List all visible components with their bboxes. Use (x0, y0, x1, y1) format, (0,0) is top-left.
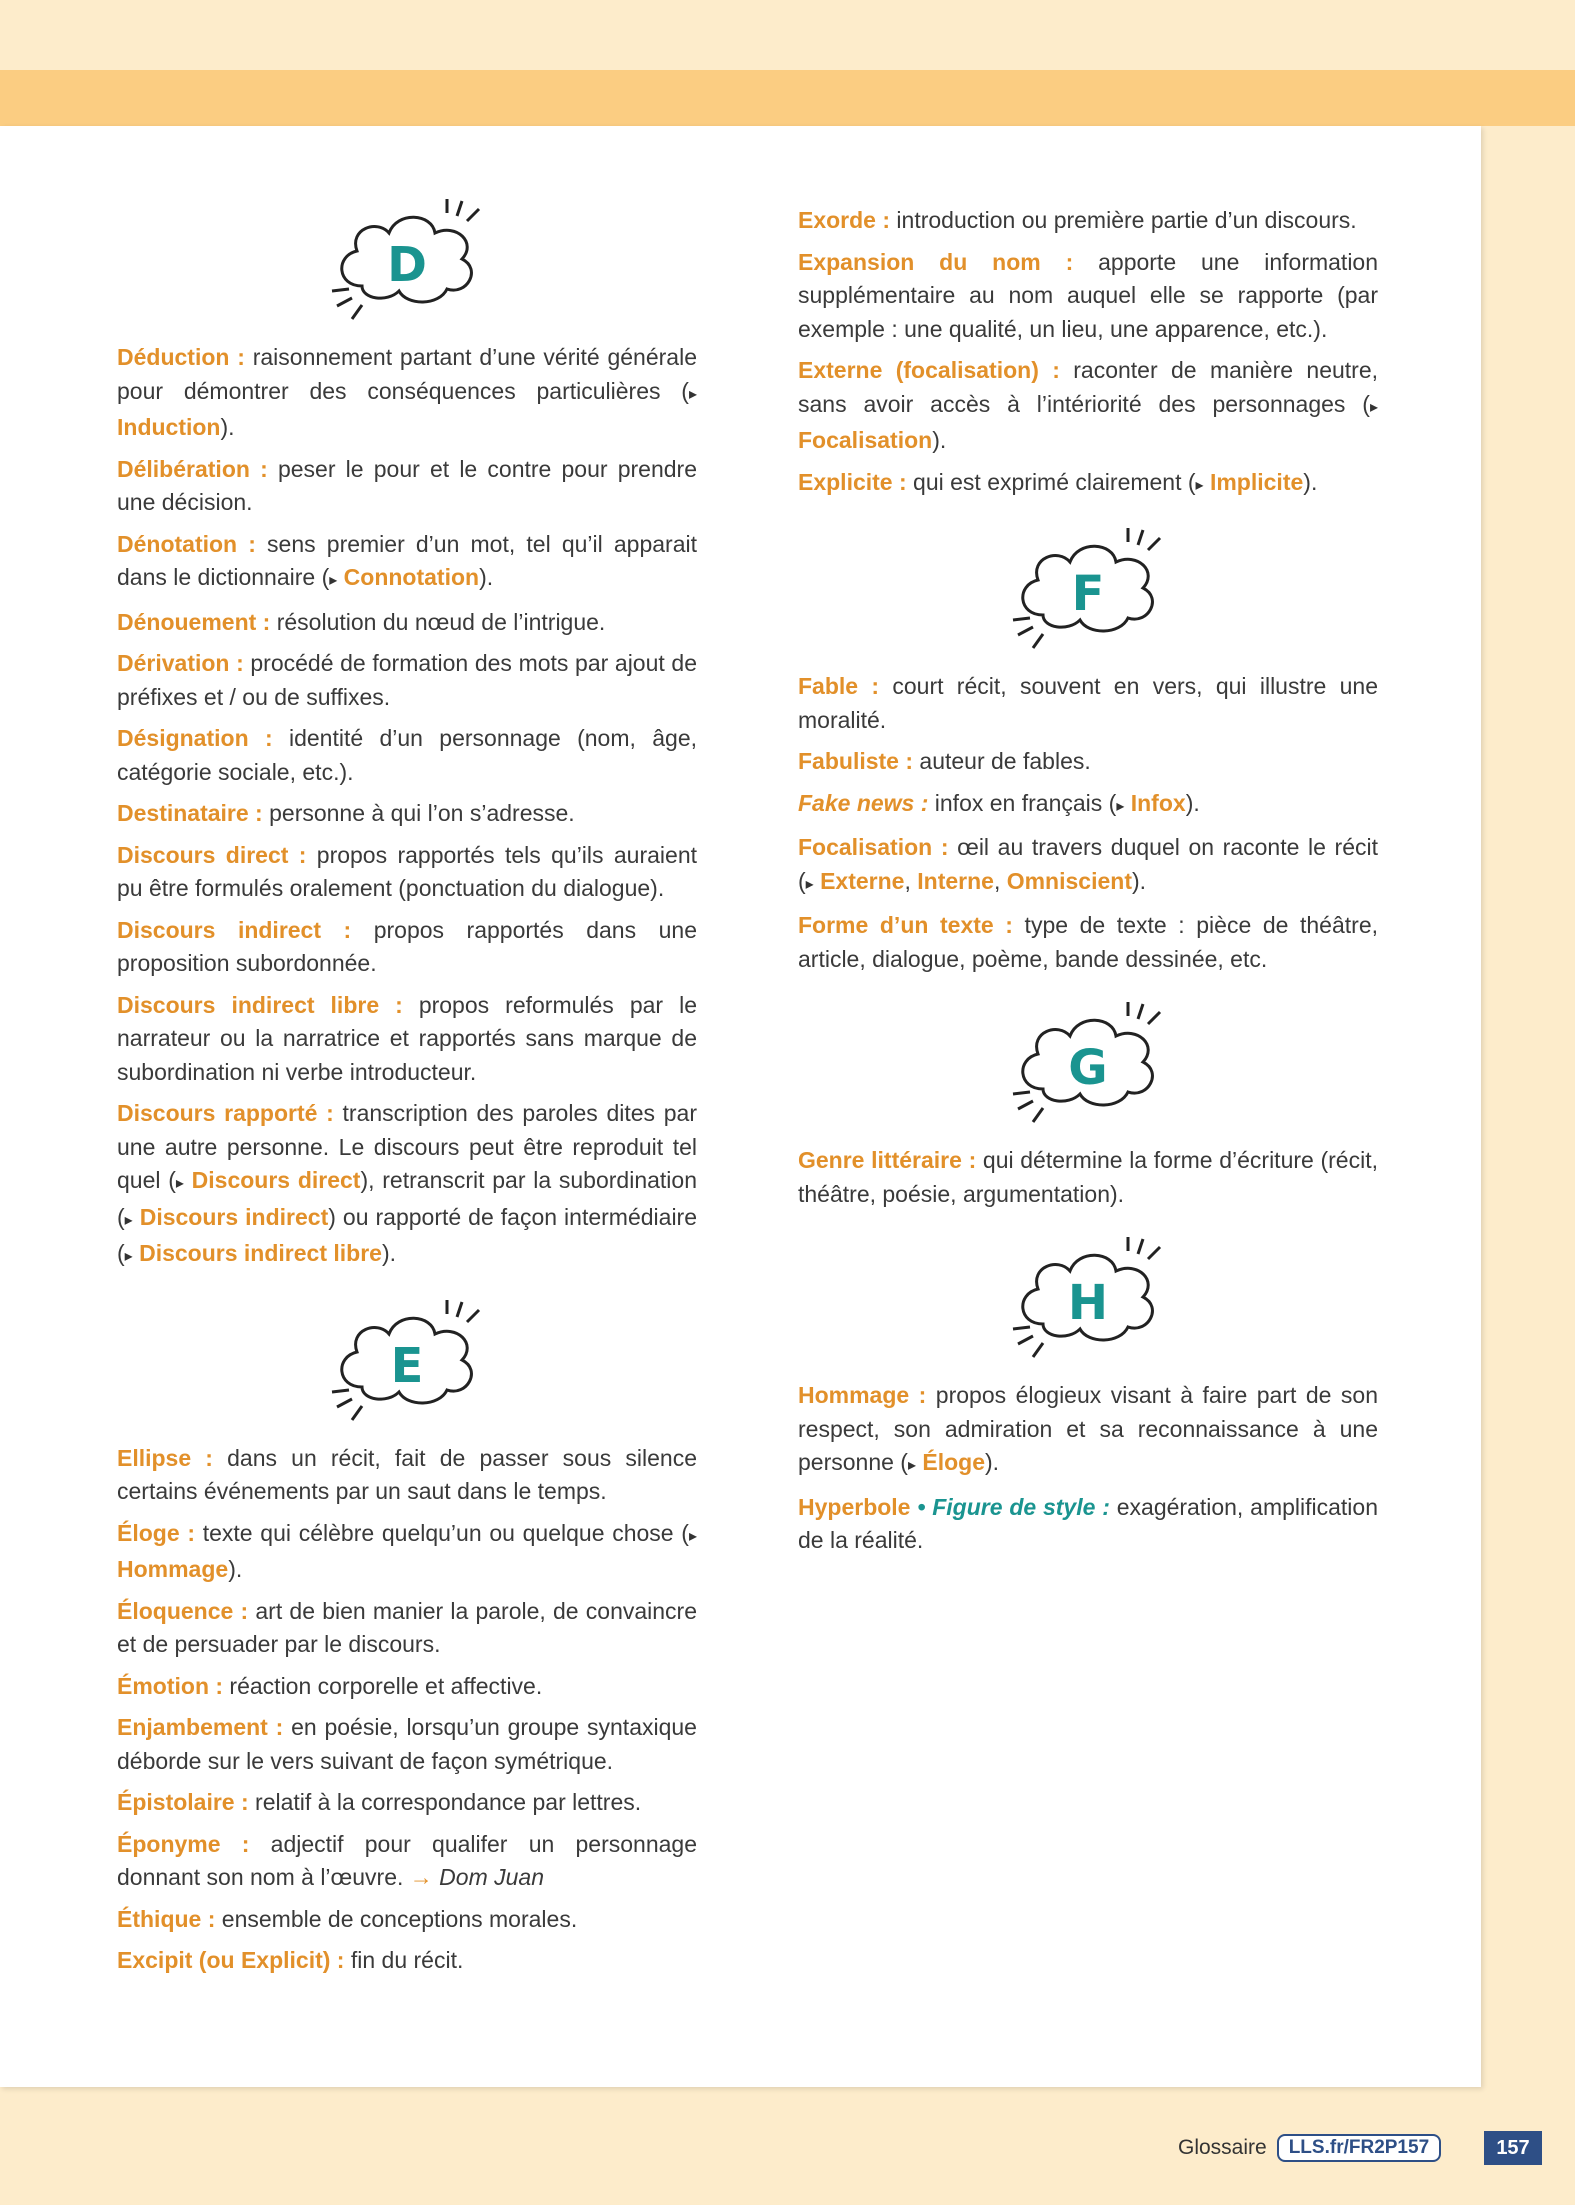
cloud-letter-icon (307, 181, 507, 341)
section-e-entries-left (117, 1442, 697, 1978)
bullet-icon: ▸ (688, 1527, 697, 1545)
svg-text:G: G (1068, 1040, 1108, 1096)
glossary-entry: Dénouement : résolution du nœud de l’intrigue. (117, 608, 606, 635)
right-column (798, 204, 1378, 1566)
bullet-icon: ▸ (124, 1248, 133, 1265)
glossary-entry: Éponyme : adjectif pour qualifer un personnage donnant son nom à l’œuvre. → Dom Juan (117, 1830, 697, 1890)
cross-reference-link[interactable]: Induction (117, 414, 221, 440)
svg-text:D: D (387, 237, 427, 293)
cloud-letter-icon (307, 1282, 507, 1442)
glossary-entry: Épistolaire : relatif à la correspondance par lettres. (117, 1789, 642, 1815)
glossary-entry: Exorde : introduction ou première partie d’un discours. (798, 207, 1357, 233)
letter-heading-g (798, 984, 1378, 1144)
cross-reference-link[interactable]: Externe (820, 867, 905, 894)
section-h-entries (798, 1379, 1378, 1558)
section-d-entries (117, 341, 697, 1274)
bullet-icon: ▸ (1116, 797, 1125, 815)
section-f-entries (798, 670, 1378, 976)
glossary-entry: Enjambement : en poésie, lorsqu’un groupe syntaxique déborde sur le vers suivant de façon symétrique. (117, 1714, 697, 1774)
glossary-entry: Déduction : raisonnement partant d’une vérité générale pour démontrer des conséquences particulières (▸ Induction). (117, 344, 697, 440)
glossary-entry: Discours rapporté : transcription des paroles dites par une autre personne. Le discours peut être reproduit tel quel (▸ Discours direct), retranscrit par la subordination (▸ Discours indirect) ou rapporté de façon intermédiaire (▸ Discours indirect libre). (117, 1100, 698, 1266)
letter-heading-h (798, 1219, 1378, 1379)
glossary-entry: Discours indirect libre : propos reformulés par le narrateur ou la narratrice et rapportés sans marque de subordination ni verbe introducteur. (117, 991, 697, 1085)
bullet-icon: ▸ (175, 1175, 184, 1192)
letter-heading-d (117, 181, 697, 341)
cross-reference-link[interactable]: Interne (917, 867, 994, 894)
bullet-icon: ▸ (805, 875, 814, 893)
page-footer (1178, 2131, 1441, 2165)
glossary-entry: Éloquence : art de bien manier la parole, de convaincre et de persuader par le discours. (117, 1597, 697, 1657)
glossary-entry: Discours direct : propos rapportés tels qu’ils auraient pu être formulés oralement (ponctuation du dialogue). (117, 841, 697, 901)
letter-heading-e (117, 1282, 697, 1442)
glossary-entry: Explicite : qui est exprimé clairement (▸ Implicite). (798, 468, 1318, 495)
letter-heading-f (798, 510, 1378, 670)
footer-web-link[interactable]: LLS.fr/FR2P157 (1277, 2134, 1441, 2162)
glossary-entry: Excipit (ou Explicit) : fin du récit. (117, 1947, 464, 1973)
top-color-band (0, 70, 1575, 126)
glossary-entry: Discours indirect : propos rapportés dans une proposition subordonnée. (117, 916, 697, 976)
cloud-letter-icon (988, 1219, 1188, 1379)
glossary-entry: Dérivation : procédé de formation des mots par ajout de préfixes et / ou de suffixes. (117, 650, 697, 710)
glossary-entry: Fable : court récit, souvent en vers, qui illustre une moralité. (798, 673, 1378, 733)
glossary-page (0, 126, 1481, 2087)
glossary-entry: Focalisation : œil au travers duquel on raconte le récit (▸ Externe, Interne, Omniscient). (798, 834, 1378, 894)
bullet-icon: ▸ (1195, 476, 1204, 494)
cross-reference-link[interactable]: Focalisation (798, 427, 933, 453)
cloud-letter-icon (988, 984, 1188, 1144)
cross-reference-link[interactable]: Éloge (922, 1449, 986, 1475)
glossary-entry: Destinataire : personne à qui l’on s’adresse. (117, 800, 575, 826)
glossary-entry: Forme d’un texte : type de texte : pièce de théâtre, article, dialogue, poème, bande dessinée, etc. (798, 912, 1378, 972)
cross-reference-link[interactable]: Discours indirect libre (139, 1240, 382, 1266)
glossary-entry: Genre littéraire : qui détermine la forme d’écriture (récit, théâtre, poésie, argumentation). (798, 1147, 1378, 1207)
bullet-icon: ▸ (124, 1211, 133, 1229)
glossary-entry: Éthique : ensemble de conceptions morales. (117, 1905, 578, 1932)
glossary-entry: Désignation : identité d’un personnage (nom, âge, catégorie sociale, etc.). (117, 725, 697, 785)
bullet-icon: ▸ (907, 1457, 916, 1474)
cloud-letter-icon (988, 510, 1188, 670)
cross-reference-link[interactable]: Discours indirect (139, 1203, 329, 1230)
glossary-entry: Délibération : peser le pour et le contre pour prendre une décision. (117, 455, 698, 515)
glossary-entry: Dénotation : sens premier d’un mot, tel qu’il apparait dans le dictionnaire (▸ Connotation). (117, 530, 697, 590)
svg-text:F: F (1071, 566, 1105, 622)
cross-reference-link[interactable]: Hommage (117, 1556, 229, 1582)
section-e-entries-right (798, 204, 1378, 502)
bullet-icon: ▸ (329, 572, 338, 589)
glossary-entry: Hommage : propos élogieux visant à faire part de son respect, son admiration et sa reconnaissance à une personne (▸ Éloge). (798, 1382, 1378, 1475)
cross-reference-link[interactable]: Discours direct (191, 1167, 361, 1193)
glossary-entry: Ellipse : dans un récit, fait de passer sous silence certains événements par un saut dans le temps. (117, 1444, 697, 1504)
arrow-right-icon: → (409, 1864, 433, 1890)
cross-reference-link[interactable]: Implicite (1209, 468, 1304, 495)
glossary-entry: Expansion du nom : apporte une information supplémentaire au nom auquel elle se rapporte (par exemple : une qualité, un lieu, une apparence, etc.). (798, 248, 1379, 342)
glossary-entry: Émotion : réaction corporelle et affective. (117, 1672, 543, 1699)
glossary-entry: Fabuliste : auteur de fables. (798, 748, 1091, 774)
cross-reference-link[interactable]: Connotation (343, 564, 480, 590)
left-column (117, 126, 697, 1986)
glossary-entry: Externe (focalisation) : raconter de manière neutre, sans avoir accès à l’intériorité des personnages (▸ Focalisation). (798, 357, 1379, 453)
cross-reference-link[interactable]: Infox (1130, 789, 1186, 816)
glossary-entry: Fake news : infox en français (▸ Infox). (798, 789, 1200, 816)
page-number-badge: 157 (1484, 2131, 1542, 2165)
svg-text:H: H (1067, 1275, 1109, 1331)
cross-reference-link[interactable]: Omniscient (1006, 867, 1132, 894)
bullet-icon: ▸ (1369, 398, 1378, 416)
section-g-entries (798, 1144, 1378, 1211)
glossary-entry: Hyperbole • Figure de style : exagération, amplification de la réalité. (798, 1493, 1378, 1553)
glossary-entry: Éloge : texte qui célèbre quelqu’un ou quelque chose (▸ Hommage). (117, 1519, 697, 1582)
bullet-icon: ▸ (688, 385, 697, 403)
footer-section-label: Glossaire (1178, 2136, 1267, 2159)
svg-text:E: E (390, 1337, 424, 1394)
